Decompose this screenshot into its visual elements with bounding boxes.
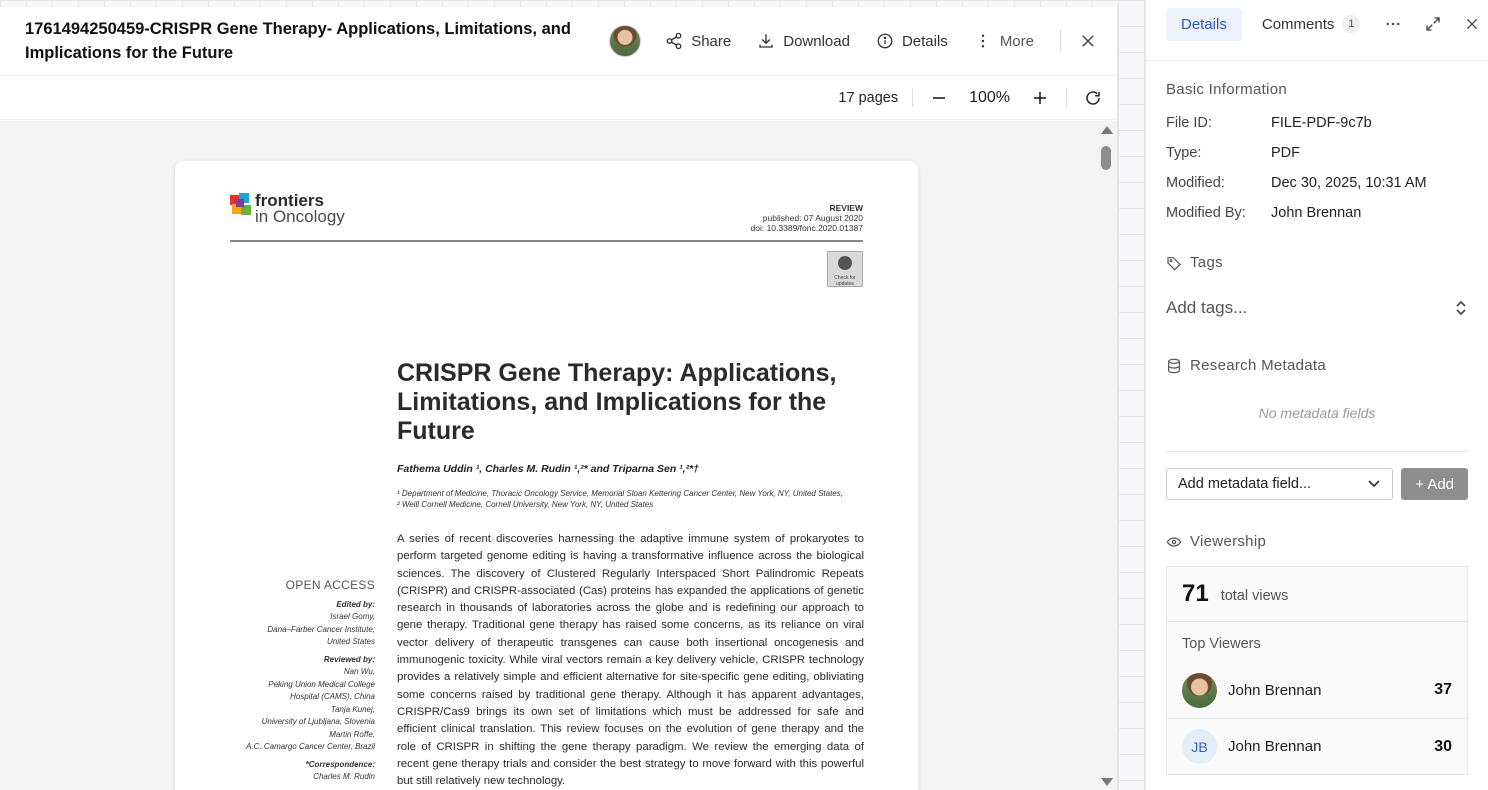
eye-icon (1166, 534, 1182, 550)
info-row-type (1166, 138, 1468, 168)
details-button[interactable] (876, 32, 948, 50)
viewer-name: John Brennan (1228, 681, 1322, 699)
close-icon[interactable] (1079, 32, 1097, 50)
plus-icon (1033, 91, 1047, 105)
download-button[interactable] (757, 32, 850, 50)
share-icon (665, 32, 683, 50)
tags-placeholder: Add tags... (1166, 298, 1248, 317)
total-views-count: 71 (1182, 580, 1209, 607)
toolbar-divider (912, 89, 913, 107)
tags-input[interactable] (1166, 293, 1468, 323)
tab-details[interactable]: Details (1166, 8, 1242, 41)
share-label: Share (691, 32, 732, 50)
viewer-scrollbar[interactable] (1099, 126, 1113, 786)
chevron-down-icon (1368, 480, 1380, 488)
download-label: Download (783, 32, 850, 50)
reviewer-name: Tanja Kunej, (330, 704, 375, 714)
reviewer-name: Martin Roffe, (329, 729, 375, 739)
publisher-name: frontiers (255, 191, 324, 210)
metadata-field-select[interactable] (1166, 468, 1393, 500)
viewer-header (0, 7, 1117, 76)
viewer-count: 37 (1434, 681, 1452, 698)
research-title: Research Metadata (1190, 357, 1327, 374)
total-views-label: total views (1220, 588, 1289, 604)
header-divider (1060, 30, 1061, 52)
basic-info-list (1166, 108, 1468, 228)
reviewer-affiliation: Peking Union Medical College (268, 679, 375, 689)
panel-divider (1166, 451, 1468, 452)
chevron-up-down-icon (1454, 299, 1468, 317)
editor-affiliation: Dana–Farber Cancer Institute, (267, 624, 375, 634)
research-metadata-title (1166, 357, 1468, 374)
editor-country: United States (326, 637, 375, 646)
reviewed-by-label: Reviewed by: (323, 654, 375, 664)
database-icon (1166, 358, 1182, 374)
header-rule (230, 240, 863, 242)
add-metadata-row (1166, 468, 1468, 500)
doi: doi: 10.3389/fonc.2020.01387 (750, 223, 863, 233)
panel-actions (1384, 15, 1480, 33)
info-value: John Brennan (1271, 205, 1362, 221)
zoom-out-button[interactable] (927, 86, 951, 110)
correspondence-name: Charles M. Rudin (313, 772, 375, 781)
more-horizontal-icon[interactable] (1384, 15, 1402, 33)
top-viewers-title: Top Viewers (1182, 636, 1261, 652)
details-panel (1145, 0, 1488, 790)
reviewer-affiliation: A.C. Camargo Cancer Center, Brazil (246, 742, 375, 751)
pdf-page-area[interactable] (0, 121, 1117, 790)
no-metadata-text: No metadata fields (1258, 405, 1376, 421)
tags-section-title (1166, 254, 1468, 271)
info-icon (876, 32, 894, 50)
list-item (1167, 718, 1467, 774)
article-sidebar (230, 579, 375, 784)
owner-avatar[interactable] (609, 25, 641, 57)
more-vertical-icon (974, 32, 992, 50)
edited-by-label: Edited by: (336, 599, 375, 609)
article-meta (751, 203, 864, 233)
tags-title: Tags (1190, 254, 1223, 271)
info-key: Type: (1166, 145, 1202, 161)
total-views-row (1167, 567, 1467, 622)
expand-icon[interactable] (1424, 15, 1442, 33)
minus-icon (932, 91, 946, 105)
scroll-up-arrow[interactable] (1101, 126, 1113, 134)
metadata-select-value: Add metadata field... (1178, 476, 1311, 492)
scroll-thumb[interactable] (1101, 146, 1111, 170)
correspondence-label: *Correspondence: (305, 759, 375, 769)
reviewer-affiliation: Hospital (CAMS), China (290, 692, 375, 701)
viewership-title: Viewership (1190, 533, 1267, 550)
info-value: FILE-PDF-9c7b (1271, 115, 1372, 131)
info-key: File ID: (1166, 115, 1212, 131)
scroll-down-arrow[interactable] (1101, 778, 1113, 786)
details-label: Details (901, 32, 948, 50)
article-authors: Fathema Uddin ¹, Charles M. Rudin ¹,²* and Triparna Sen ¹,²*† (397, 463, 700, 475)
viewer-count: 30 (1434, 737, 1452, 755)
article-type: REVIEW (829, 203, 863, 213)
more-label: More (999, 32, 1034, 50)
comments-count-badge: 1 (1342, 15, 1360, 33)
avatar (1182, 673, 1217, 708)
info-row-modified (1166, 168, 1468, 198)
info-key: Modified: (1166, 175, 1225, 191)
toolbar-divider (1066, 89, 1067, 107)
tab-comments-label: Comments (1261, 15, 1335, 33)
publisher-logo (230, 193, 345, 225)
info-key: Modified By: (1166, 205, 1246, 221)
viewer-toolbar (0, 76, 1117, 120)
info-row-file-id (1166, 108, 1468, 138)
reviewer-affiliation: University of Ljubljana, Slovenia (261, 717, 375, 726)
refresh-icon (1084, 89, 1102, 107)
viewership-card (1166, 566, 1468, 775)
zoom-level: 100% (969, 88, 1010, 106)
article-affiliations: ¹ Department of Medicine, Thoracic Oncology Service, Memorial Sloan Kettering Cancer Center, New York, NY, United States, ² Weill Cornell Medicine, Cornell University, New York, NY, United States (397, 489, 843, 509)
pdf-page (175, 161, 918, 790)
list-item (1167, 662, 1467, 718)
tab-comments[interactable] (1262, 15, 1361, 33)
publish-date: published: 07 August 2020 (762, 213, 863, 223)
add-metadata-button[interactable]: + Add (1401, 468, 1468, 500)
basic-info-title: Basic Information (1166, 81, 1287, 98)
tag-icon (1166, 255, 1182, 271)
refresh-button[interactable] (1081, 86, 1105, 110)
document-title: 1761494250459-CRISPR Gene Therapy- Applications, Limitations, and Implications for the Future (25, 20, 571, 62)
info-row-modified-by (1166, 198, 1468, 228)
more-button[interactable] (974, 32, 1034, 50)
close-panel-icon[interactable] (1464, 16, 1480, 32)
panel-tabs (1146, 0, 1488, 61)
document-viewer (0, 7, 1118, 790)
zoom-in-button[interactable] (1028, 86, 1052, 110)
editor-name: Israel Gomy, (330, 612, 375, 621)
page-count: 17 pages (838, 89, 899, 106)
header-actions (609, 25, 1097, 57)
info-value: Dec 30, 2025, 10:31 AM (1271, 175, 1427, 191)
reviewer-name: Nan Wu, (343, 667, 375, 676)
publisher-logo-mark (230, 193, 252, 219)
article-title: CRISPR Gene Therapy: Applications, Limitations, and Implications for the Future (397, 359, 837, 445)
viewer-name: John Brennan (1228, 738, 1322, 755)
viewership-section-title (1166, 533, 1468, 550)
journal-name: in Oncology (255, 207, 345, 226)
info-value: PDF (1271, 145, 1300, 161)
avatar: JB (1182, 729, 1217, 764)
article-abstract: A series of recent discoveries harnessing the adaptive immune system of prokaryotes to perform targeted genome editing is having a transformative influence across the biological sciences. The discovery of Clustered Regularly Interspaced Short Palindromic Repeats (CRISPR) and CRISPR-associated (Cas) proteins has expanded the applications of genetic research in thousands of laboratories across the globe and is redefining our approach to gene therapy. Traditional gene therapy has raised some concerns, as its reliance on viral vector delivery of therapeutic transgenes can cause both insertional oncogenesis and immunogenic toxicity. While viral vectors remain a key delivery vehicle, CRISPR technology provides a relatively simple and efficient alternative for site-specific gene editing, obliviating some concerns raised by traditional gene therapy. Although it has apparent advantages, CRISPR/Cas9 brings its own set of limitations which must be addressed for safe and efficient clinical translation. This review focuses on the evolution of gene therapy and the role of CRISPR in shifting the gene therapy paradigm. We review the emerging data of recent gene therapy trials and consider the best strategy to move forward with this powerful but still relatively new technology. (397, 533, 864, 788)
open-access-label: OPEN ACCESS (285, 578, 375, 592)
share-button[interactable] (665, 32, 731, 50)
check-for-updates-badge: Check for updates (827, 251, 863, 287)
download-icon (757, 32, 775, 50)
